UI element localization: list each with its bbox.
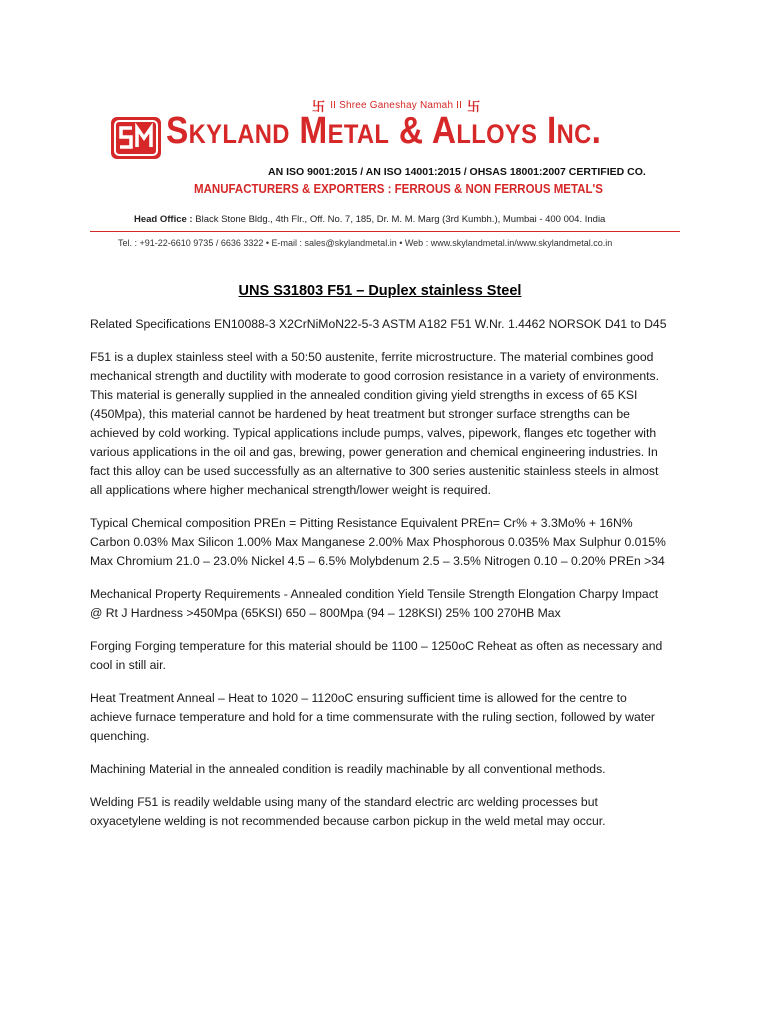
forging-paragraph: Forging Forging temperature for this material should be 1100 – 1250oC Reheat as often as necessary and cool in still air. — [90, 639, 663, 672]
swastika-icon: 卐 — [312, 99, 326, 114]
related-specifications: Related Specifications EN10088-3 X2CrNiMoN22-5-3 ASTM A182 F51 W.Nr. 1.4462 NORSOK D41 to D45 — [90, 317, 667, 331]
description-paragraph: F51 is a duplex stainless steel with a 50:50 austenite, ferrite microstructure. The material combines good mechanical strength and ductility with moderate to good corrosion resistance in a variety of environments. This material is generally supplied in the annealed condition giving yield strengths in excess of 65 KSI (450Mpa), this material cannot be hardened by heat treatment but stronger surface strengths can be achieved by cold working. Typical applications include pumps, valves, pipework, flanges etc together with various applications in the oil and gas, brewing, power generation and chemical engineering industries. In fact this alloy can be used successfully as an alternative to 300 series austenitic stainless steels in almost all applications where higher mechanical strength/lower weight is required. — [90, 350, 660, 497]
head-office-address: Black Stone Bldg., 4th Flr., Off. No. 7, 185, Dr. M. M. Marg (3rd Kumbh.), Mumbai - 400 004. India — [195, 214, 606, 225]
head-office — [134, 214, 605, 225]
company-name: Skyland Metal & Alloys Inc. — [166, 110, 602, 152]
letterhead-divider — [90, 231, 680, 232]
certifications: AN ISO 9001:2015 / AN ISO 14001:2015 / OHSAS 18001:2007 CERTIFIED CO. — [268, 166, 646, 178]
contact-line: Tel. : +91-22-6610 9735 / 6636 3322 • E-mail : sales@skylandmetal.in • Web : www.skylandmetal.in/www.skylandmetal.co.in — [118, 238, 613, 248]
letterhead — [90, 88, 680, 258]
chemical-composition: Typical Chemical composition PREn = Pitting Resistance Equivalent PREn= Cr% + 3.3Mo% + 16N% Carbon 0.03% Max Silicon 1.00% Max Manganese 2.00% Max Phosphorous 0.035% Max Sulphur 0.015% Max Chromium 21.0 – 23.0% Nickel 4.5 – 6.5% Molybdenum 2.5 – 3.5% Nitrogen 0.10 – 0.20% PREn >34 — [90, 516, 666, 568]
head-office-label: Head Office : — [134, 214, 193, 225]
swastika-icon: 卐 — [467, 99, 481, 114]
document-title: UNS S31803 F51 – Duplex stainless Steel — [238, 283, 522, 299]
machining-paragraph: Machining Material in the annealed condition is readily machinable by all conventional methods. — [90, 762, 606, 776]
welding-paragraph: Welding F51 is readily weldable using many of the standard electric arc welding processes but oxyacetylene welding is not recommended because carbon pickup in the weld metal may occur. — [90, 795, 606, 828]
invocation-text: II Shree Ganeshay Namah II — [330, 100, 463, 111]
tagline: MANUFACTURERS & EXPORTERS : FERROUS & NON FERROUS METAL'S — [194, 182, 603, 196]
heat-treatment-paragraph: Heat Treatment Anneal – Heat to 1020 – 1120oC ensuring sufficient time is allowed for the centre to achieve furnace temperature and hold for a time commensurate with the ruling section, followed by water quenching. — [90, 691, 655, 743]
mechanical-properties: Mechanical Property Requirements - Annealed condition Yield Tensile Strength Elongation Charpy Impact @ Rt J Hardness >450Mpa (65KSI) 650 – 800Mpa (94 – 128KSI) 25% 100 270HB Max — [90, 587, 659, 620]
company-logo — [110, 116, 162, 160]
document-body — [90, 282, 670, 845]
